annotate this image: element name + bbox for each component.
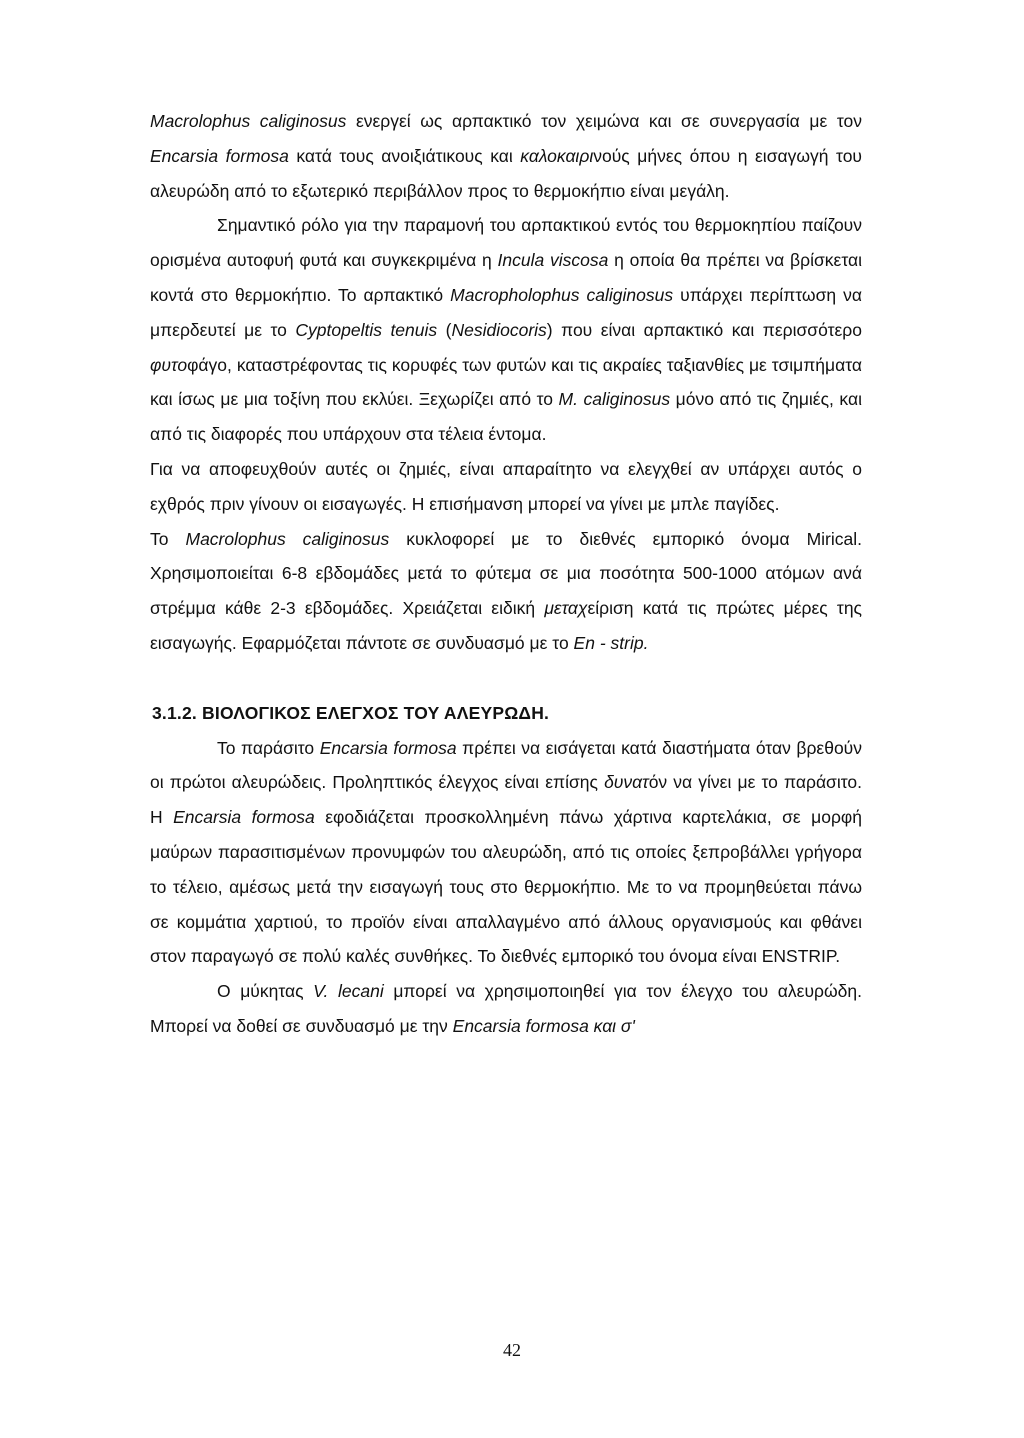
italic-term: καλοκαιρι (520, 145, 594, 166)
italic-term: Encarsia formosa (319, 737, 457, 758)
body-text-section-2 (150, 731, 862, 1044)
body-text-section-1 (150, 104, 862, 661)
paragraph (150, 731, 862, 975)
text-run: φάγο, καταστρέφοντας τις κορυφές των φυτών και τις ακραίες ταξιανθίες με τσιμπήματα και ίσως με μια τοξίνη που εκλύει. Ξεχωρίζει από το (150, 354, 862, 410)
text-run: κατά τους ανοιξιάτικους και (288, 145, 521, 166)
paragraph (150, 104, 862, 208)
italic-term: Encarsia formosa και σ' (452, 1015, 635, 1036)
italic-term: μεταχ (544, 598, 588, 619)
paragraph (150, 974, 862, 1044)
text-run: η οποία θα πρέπει να βρίσκεται κοντά στο θερμοκήπιο. Το αρπακτικό (150, 250, 862, 305)
section-heading: 3.1.2. ΒΙΟΛΟΓΙΚΟΣ ΕΛΕΓΧΟΣ ΤΟΥ ΑΛΕΥΡΩΔΗ. (152, 702, 550, 723)
text-run: Το (150, 528, 186, 549)
italic-term: Encarsia formosa (150, 145, 289, 166)
text-run: είριση κατά τις πρώτες μέρες της εισαγωγής. Εφαρμόζεται πάντοτε σε συνδυασμό με το (150, 598, 862, 653)
text-run: εφοδιάζεται προσκολλημένη πάνω χάρτινα καρτελάκια, σε μορφή μαύρων παρασιτισμένων προνυμφών του αλευρώδη, από τις οποίες ξεπροβάλλει γρήγορα το τέλειο, αμέσως μετά την εισαγωγή τους στο θερμοκήπιο. Με το να προμηθεύεται πάνω σε κομμάτια χαρτιού, το προϊόν είναι απαλλαγμένο από άλλους οργανισμούς και φθάνει στον παραγωγό σε πολύ καλές συνθήκες. Το διεθνές εμπορικό του όνομα είναι ENSTRIP. (150, 807, 862, 967)
text-run: Το παράσιτο (217, 737, 320, 758)
text-run: μόνο από τις ζημιές, και από τις διαφορές που υπάρχουν στα τέλεια έντομα. (150, 389, 862, 445)
text-run: Σημαντικό ρόλο για την παραμονή του αρπακτικού εντός του θερμοκηπίου παίζουν ορισμένα αυτοφυή φυτά και συγκεκριμένα η (150, 215, 862, 271)
italic-term: Macrolophus caliginosus (185, 528, 390, 549)
italic-term: Macrolophus caliginosus (150, 111, 347, 131)
text-run: μπορεί να χρησιμοποιηθεί για τον έλεγχο του αλευρώδη. Μπορεί να δοθεί σε συνδυασμό με την (150, 981, 862, 1036)
text-run: Για να αποφευχθούν αυτές οι ζημιές, είναι απαραίτητο να ελεγχθεί αν υπάρχει αυτός ο εχθρός πριν γίνουν οι εισαγωγές. Η επισήμανση μπορεί να γίνει με μπλε παγίδες. (150, 458, 862, 514)
text-run: κυκλοφορεί με το διεθνές εμπορικό όνομα Mirical. Χρησιμοποιείται 6-8 εβδομάδες μετά το φύτεμα σε μια ποσότητα 500-1000 ατόμων ανά στρέμμα κάθε 2-3 εβδομάδες. Χρειάζεται ειδική (150, 528, 862, 619)
text-run: ) που είναι αρπακτικό και περισσότερο (546, 319, 862, 340)
text-run: νούς μήνες όπου η εισαγωγή του αλευρώδη από το εξωτερικό περιβάλλον προς το θερμοκήπιο είναι μεγάλη. (150, 145, 863, 201)
text-run: πρέπει να εισάγεται κατά διαστήματα όταν βρεθούν οι πρώτοι αλευρώδεις. Προληπτικός έλεγχος είναι επίσης (150, 737, 862, 793)
paragraph (150, 522, 862, 661)
italic-term: Nesidiocoris (451, 319, 547, 340)
italic-term: δυνατ (604, 772, 649, 793)
italic-term: φυτο (150, 354, 188, 375)
italic-term: M. caliginosus (558, 389, 671, 410)
paragraph (150, 208, 862, 452)
italic-term: Encarsia formosa (173, 807, 315, 828)
document-page (150, 104, 862, 1044)
page-number: 42 (503, 1340, 521, 1360)
italic-term: V. lecani (313, 981, 384, 1002)
text-run: υπάρχει περίπτωση να μπερδευτεί με το (150, 284, 863, 340)
text-run: ( (437, 319, 452, 340)
italic-term: Macropholophus caliginosus (450, 284, 674, 305)
italic-term: Cyptopeltis tenuis (295, 319, 438, 340)
text-run: Ο μύκητας (217, 981, 314, 1002)
italic-term: En - strip. (573, 632, 649, 653)
text-run: όν να γίνει με το παράσιτο. Η (150, 772, 863, 828)
paragraph (150, 452, 862, 522)
text-run: ενεργεί ως αρπακτικό τον χειμώνα και σε συνεργασία με τον (346, 111, 862, 131)
italic-term: Incula viscosa (497, 250, 609, 271)
